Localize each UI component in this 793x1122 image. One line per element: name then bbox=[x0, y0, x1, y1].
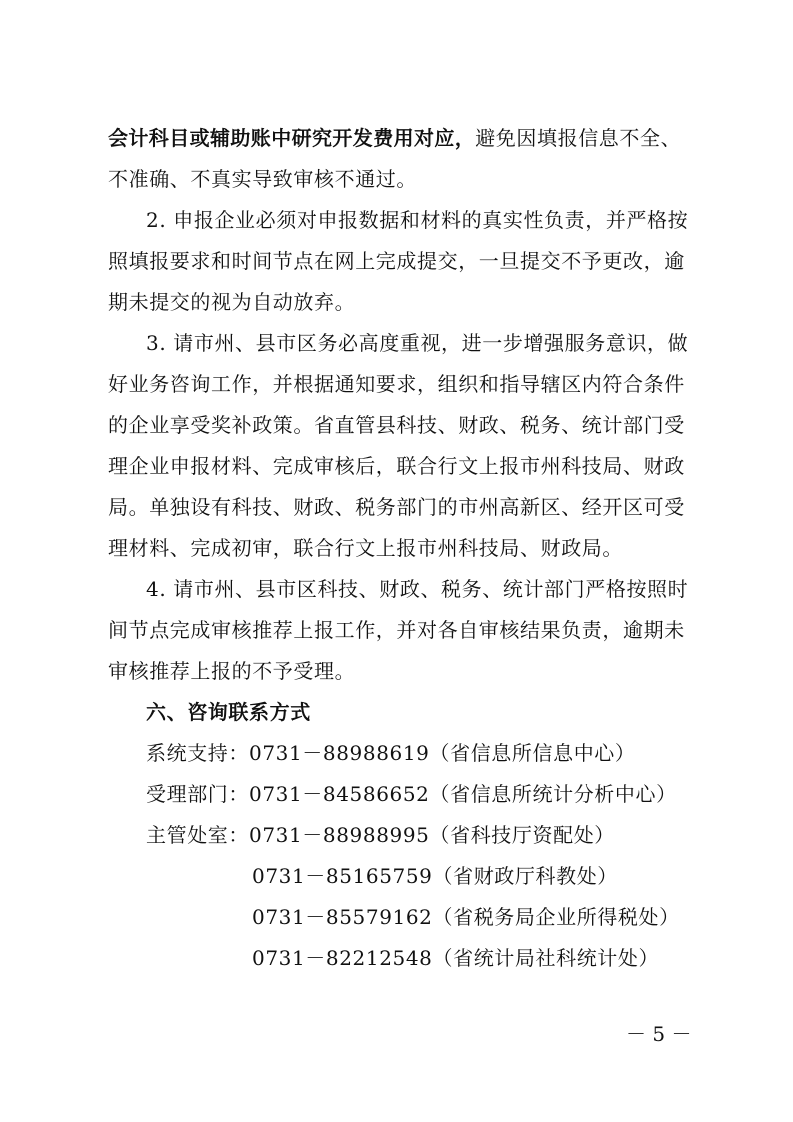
paragraph-1-line-2: 不准确、不真实导致审核不通过。 bbox=[108, 167, 417, 191]
contact-row-finance: 0731－85165759（省财政厅科教处） bbox=[252, 864, 618, 888]
paragraph-3-line-5: 局。单独设有科技、财政、税务部门的市州高新区、经开区可受 bbox=[108, 495, 685, 519]
paragraph-2-line-1: 2. 申报企业必须对申报数据和材料的真实性负责，并严格按 bbox=[146, 208, 689, 232]
paragraph-4-line-2: 间节点完成审核推荐上报工作，并对各自审核结果负责，逾期未 bbox=[108, 618, 685, 642]
paragraph-4-line-3: 审核推荐上报的不予受理。 bbox=[108, 659, 356, 683]
contact-phone: 0731－84586652（省信息所统计分析中心） bbox=[249, 782, 677, 806]
contact-row-acceptance-dept bbox=[146, 780, 736, 808]
paragraph-3-line-3: 的企业享受奖补政策。省直管县科技、财政、税务、统计部门受 bbox=[108, 413, 685, 437]
contact-label: 受理部门： bbox=[146, 782, 249, 806]
contact-row-system-support bbox=[146, 739, 736, 767]
paragraph-2-line-2: 照填报要求和时间节点在网上完成提交，一旦提交不予更改，逾 bbox=[108, 249, 685, 273]
contact-row-supervising-office bbox=[146, 821, 736, 849]
contact-phone: 0731－88988619（省信息所信息中心） bbox=[249, 741, 636, 765]
section-heading-contact: 六、咨询联系方式 bbox=[146, 700, 311, 724]
contact-row-statistics: 0731－82212548（省统计局社科统计处） bbox=[252, 946, 660, 970]
paragraph-text: 避免因填报信息不全、 bbox=[475, 126, 682, 150]
paragraph-2-line-3: 期未提交的视为自动放弃。 bbox=[108, 290, 356, 314]
paragraph-3-line-6: 理材料、完成初审，联合行文上报市州科技局、财政局。 bbox=[108, 536, 623, 560]
contact-label: 系统支持： bbox=[146, 741, 249, 765]
paragraph-1-line-1 bbox=[108, 124, 698, 152]
paragraph-3-line-2: 好业务咨询工作，并根据通知要求，组织和指导辖区内符合条件 bbox=[108, 372, 685, 396]
page-number: － 5 － bbox=[626, 1022, 692, 1046]
paragraph-4-line-1: 4. 请市州、县市区科技、财政、税务、统计部门严格按照时 bbox=[146, 577, 689, 601]
contact-label: 主管处室： bbox=[146, 823, 249, 847]
contact-row-tax: 0731－85579162（省税务局企业所得税处） bbox=[252, 905, 680, 929]
paragraph-3-line-4: 理企业申报材料、完成审核后，联合行文上报市州科技局、财政 bbox=[108, 454, 685, 478]
contact-phone: 0731－88988995（省科技厅资配处） bbox=[249, 823, 615, 847]
paragraph-3-line-1: 3. 请市州、县市区务必高度重视，进一步增强服务意识，做 bbox=[146, 331, 689, 355]
emphasis-text: 会计科目或辅助账中研究开发费用对应， bbox=[108, 126, 476, 150]
